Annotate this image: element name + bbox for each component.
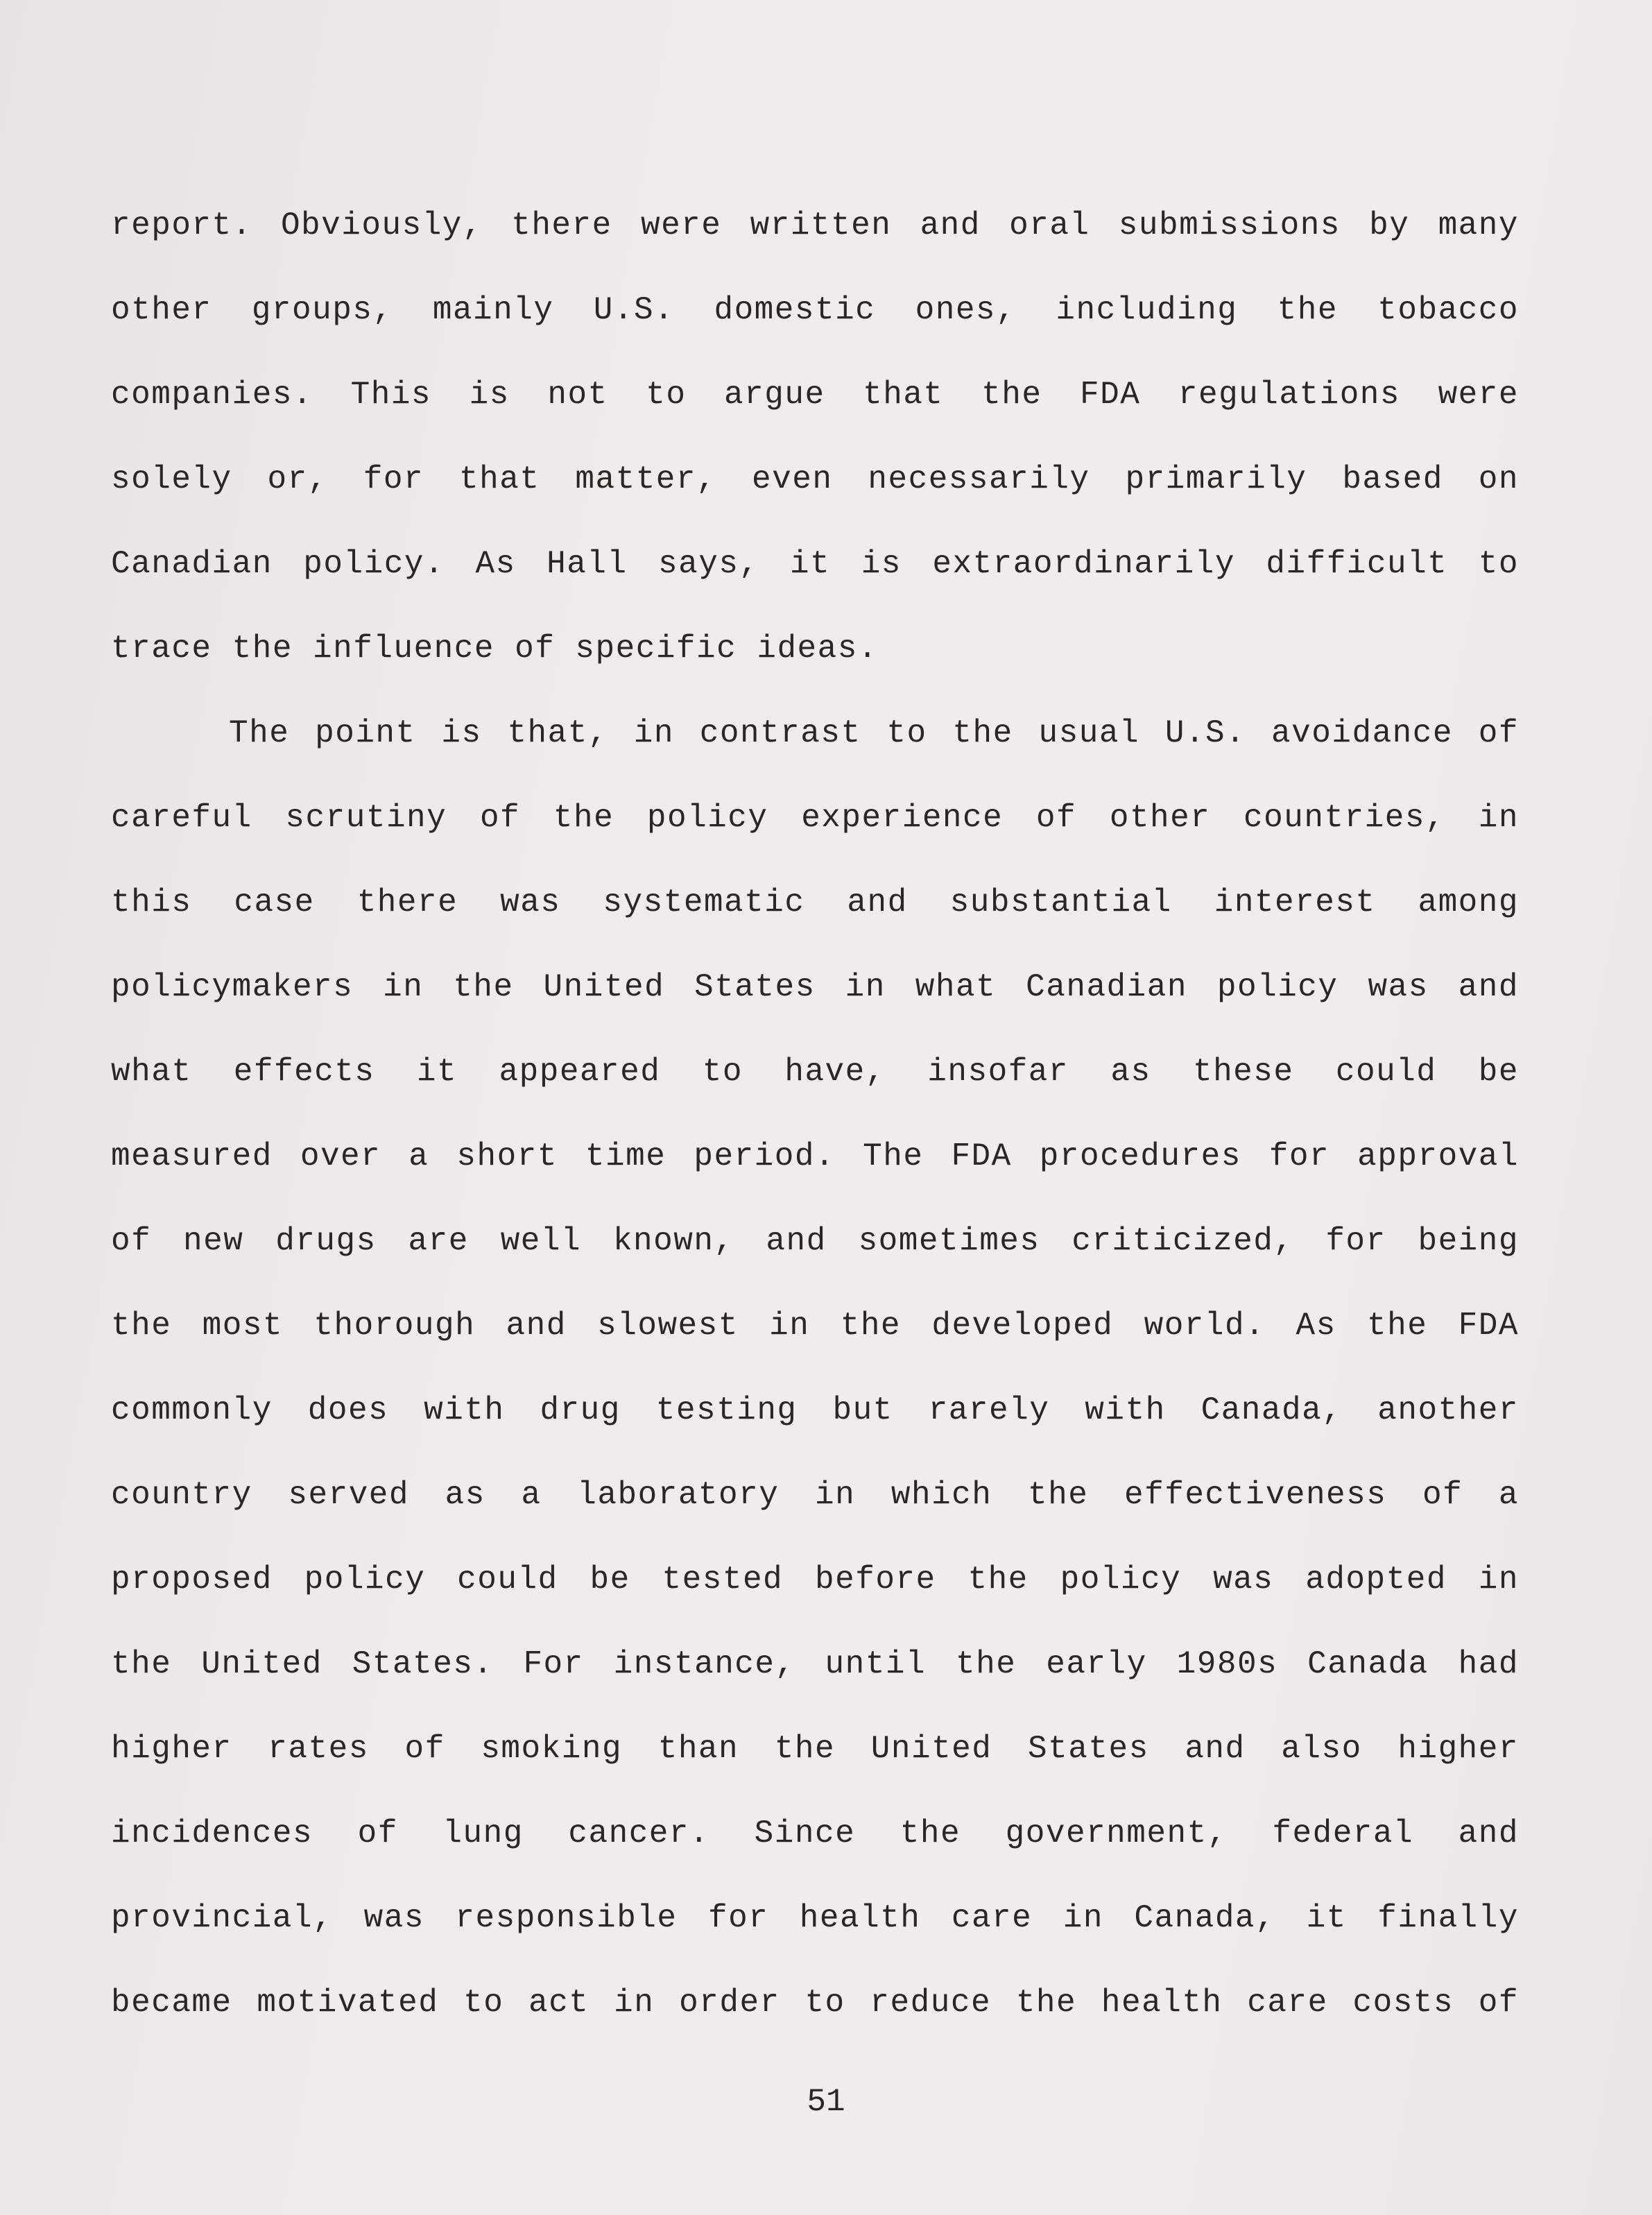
text-line: the most thorough and slowest in the developed world. As the FDA	[111, 1308, 1519, 1344]
text-line: commonly does with drug testing but rarely with Canada, another	[111, 1392, 1519, 1428]
text-line: of new drugs are well known, and sometimes criticized, for being	[111, 1223, 1519, 1259]
text-line: solely or, for that matter, even necessarily primarily based on	[111, 461, 1519, 497]
text-line: this case there was systematic and substantial interest among	[111, 884, 1519, 921]
text-line: the United States. For instance, until the early 1980s Canada had	[111, 1646, 1519, 1682]
text-line: became motivated to act in order to reduce the health care costs of	[111, 1985, 1519, 2021]
text-line: proposed policy could be tested before the policy was adopted in	[111, 1562, 1519, 1598]
text-line: report. Obviously, there were written and oral submissions by many	[111, 207, 1519, 243]
text-line: trace the influence of specific ideas.	[111, 631, 878, 667]
text-line: provincial, was responsible for health care in Canada, it finally	[111, 1900, 1519, 1936]
text-line: careful scrutiny of the policy experience of other countries, in	[111, 800, 1519, 836]
text-line: incidences of lung cancer. Since the government, federal and	[111, 1815, 1519, 1851]
text-line: country served as a laboratory in which the effectiveness of a	[111, 1477, 1519, 1513]
page-number: 51	[807, 2084, 845, 2120]
text-line: what effects it appeared to have, insofar as these could be	[111, 1054, 1519, 1090]
paragraph-first-line: The point is that, in contrast to the usual U.S. avoidance of	[229, 715, 1519, 751]
text-line: companies. This is not to argue that the FDA regulations were	[111, 377, 1519, 413]
text-line: policymakers in the United States in what Canadian policy was and	[111, 969, 1519, 1005]
text-line: Canadian policy. As Hall says, it is extraordinarily difficult to	[111, 546, 1519, 582]
text-line: other groups, mainly U.S. domestic ones, including the tobacco	[111, 292, 1519, 328]
text-line: measured over a short time period. The FDA procedures for approval	[111, 1138, 1519, 1174]
text-line: higher rates of smoking than the United States and also higher	[111, 1731, 1519, 1767]
